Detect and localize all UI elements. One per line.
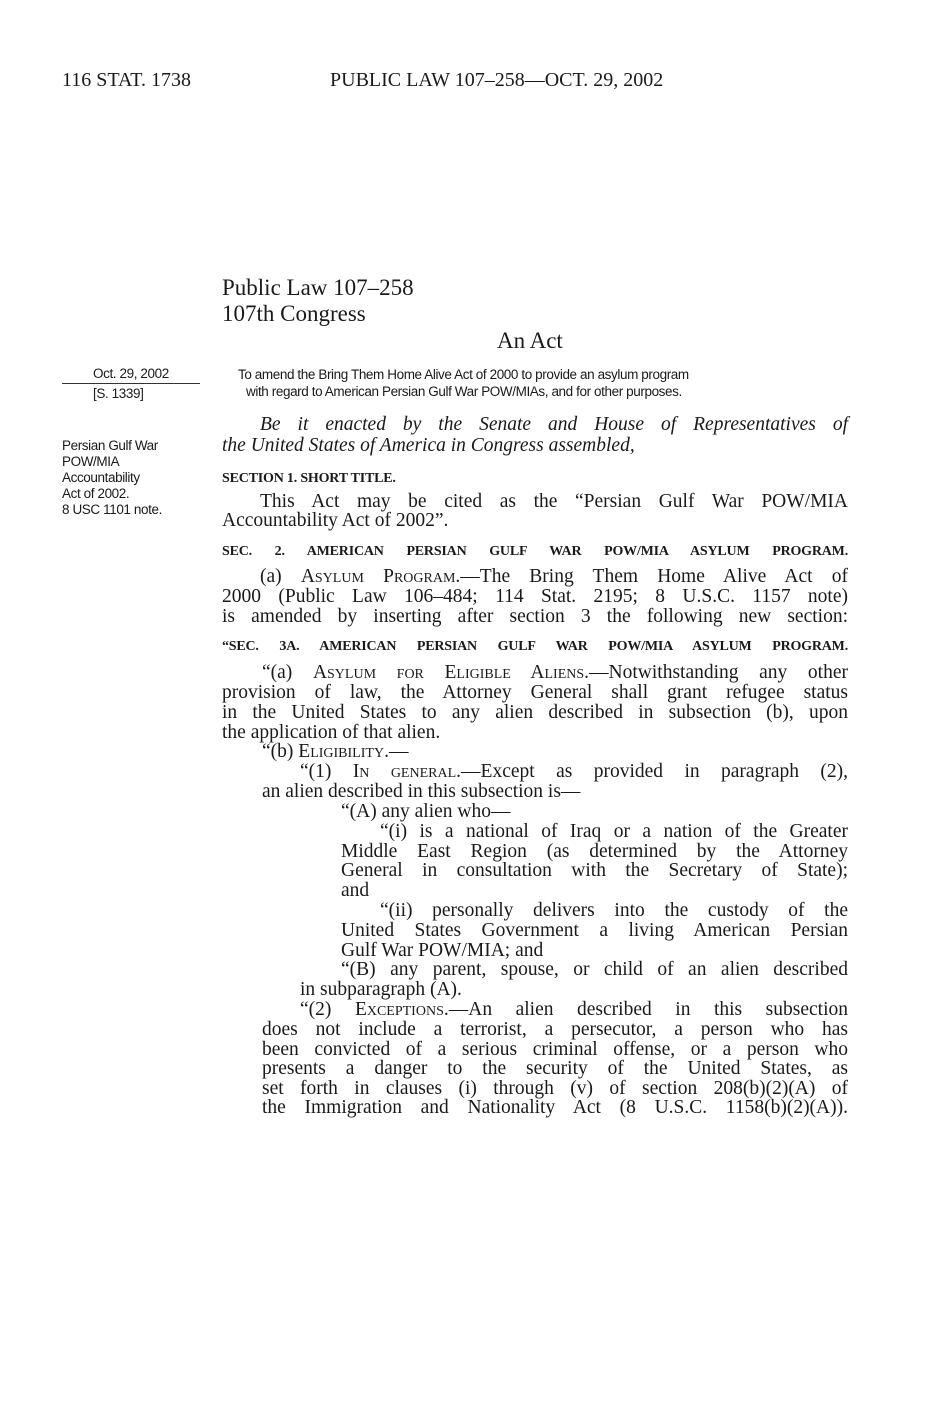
enacting-clause: the United States of America in Congress assembled, [222, 435, 635, 456]
body-line [262, 742, 408, 762]
body-line: in subparagraph (A). [300, 979, 462, 1000]
body-line: does not include a terrorist, a persecutor, a person who has [262, 1019, 848, 1040]
text-segment: “(1) [300, 761, 353, 782]
note-line: Accountability [62, 470, 140, 485]
text-segment: Exceptions [354, 999, 444, 1020]
note-line: POW/MIA [62, 454, 120, 469]
text-segment: .—An alien described in this subsection [443, 999, 848, 1020]
note-line: 8 USC 1101 note. [62, 502, 162, 517]
body-line: an alien described in this subsection is— [262, 781, 581, 802]
section-heading: SECTION 1. SHORT TITLE. [222, 471, 396, 486]
text-segment: Asylum Program [300, 566, 456, 587]
text-segment: .—Notwithstanding any other [584, 662, 848, 683]
body-line: presents a danger to the security of the United States, as [262, 1058, 848, 1079]
body-line: This Act may be cited as the “Persian Gulf War POW/MIA [260, 491, 848, 512]
margin-rule [62, 383, 200, 384]
law-number: Public Law 107–258 [222, 275, 414, 300]
body-line: set forth in clauses (i) through (v) of section 208(b)(2)(A) of [262, 1078, 848, 1099]
text-segment: In general [352, 761, 457, 782]
body-line: in the United States to any alien described in subsection (b), upon [222, 702, 848, 723]
body-line: the application of that alien. [222, 722, 441, 743]
text-segment: .—The Bring Them Home Alive Act of [455, 566, 848, 587]
body-line: “(i) is a national of Iraq or a nation of the Greater [380, 821, 848, 842]
text-segment: .— [384, 741, 409, 762]
page-number: 116 STAT. 1738 [62, 69, 191, 91]
purpose-line: with regard to American Persian Gulf War POW/MIAs, and for other purposes. [246, 384, 682, 399]
margin-note [62, 438, 162, 518]
text-segment: Asylum for Eligible Aliens [312, 662, 585, 683]
body-line: “(B) any parent, spouse, or child of an alien described [341, 959, 848, 980]
body-line [262, 663, 848, 683]
note-line: Persian Gulf War [62, 438, 158, 453]
congress: 107th Congress [222, 301, 366, 326]
body-line: provision of law, the Attorney General shall grant refugee status [222, 682, 848, 703]
body-line: “(A) any alien who— [341, 801, 511, 822]
text-segment: (a) [260, 566, 301, 587]
body-line: United States Government a living American Persian [341, 920, 848, 941]
body-line: “(ii) personally delivers into the custody of the [380, 900, 848, 921]
body-line: is amended by inserting after section 3 the following new section: [222, 606, 848, 627]
body-line: Middle East Region (as determined by the Attorney [341, 841, 848, 862]
note-line: Act of 2002. [62, 486, 130, 501]
text-segment: “(b) [262, 741, 299, 762]
body-line: Accountability Act of 2002”. [222, 510, 449, 531]
body-line [300, 762, 848, 782]
body-line: the Immigration and Nationality Act (8 U.S.C. 1158(b)(2)(A)). [262, 1097, 848, 1118]
body-line: Gulf War POW/MIA; and [341, 940, 544, 961]
purpose-line: To amend the Bring Them Home Alive Act of 2000 to provide an asylum program [238, 367, 689, 382]
bill-number: [S. 1339] [93, 386, 144, 401]
section-heading: SEC. 2. AMERICAN PERSIAN GULF WAR POW/MIA ASYLUM PROGRAM. [222, 544, 848, 559]
enactment-date: Oct. 29, 2002 [93, 366, 169, 381]
running-head: PUBLIC LAW 107–258—OCT. 29, 2002 [330, 69, 664, 91]
section-heading: “SEC. 3A. AMERICAN PERSIAN GULF WAR POW/MIA ASYLUM PROGRAM. [222, 639, 848, 654]
text-segment: .—Except as provided in paragraph (2), [456, 761, 848, 782]
act-title: An Act [497, 328, 563, 353]
body-line: 2000 (Public Law 106–484; 114 Stat. 2195; 8 U.S.C. 1157 note) [222, 586, 848, 607]
body-line [300, 1000, 848, 1020]
body-line: General in consultation with the Secretary of State); [341, 860, 848, 881]
text-segment: “(a) [262, 662, 313, 683]
body-line: and [341, 880, 370, 901]
enacting-clause: Be it enacted by the Senate and House of Representatives of [260, 414, 848, 435]
text-segment: Eligibility [298, 741, 385, 762]
text-segment: “(2) [300, 999, 355, 1020]
body-line [260, 567, 848, 587]
body-line: been convicted of a serious criminal offense, or a person who [262, 1039, 848, 1060]
